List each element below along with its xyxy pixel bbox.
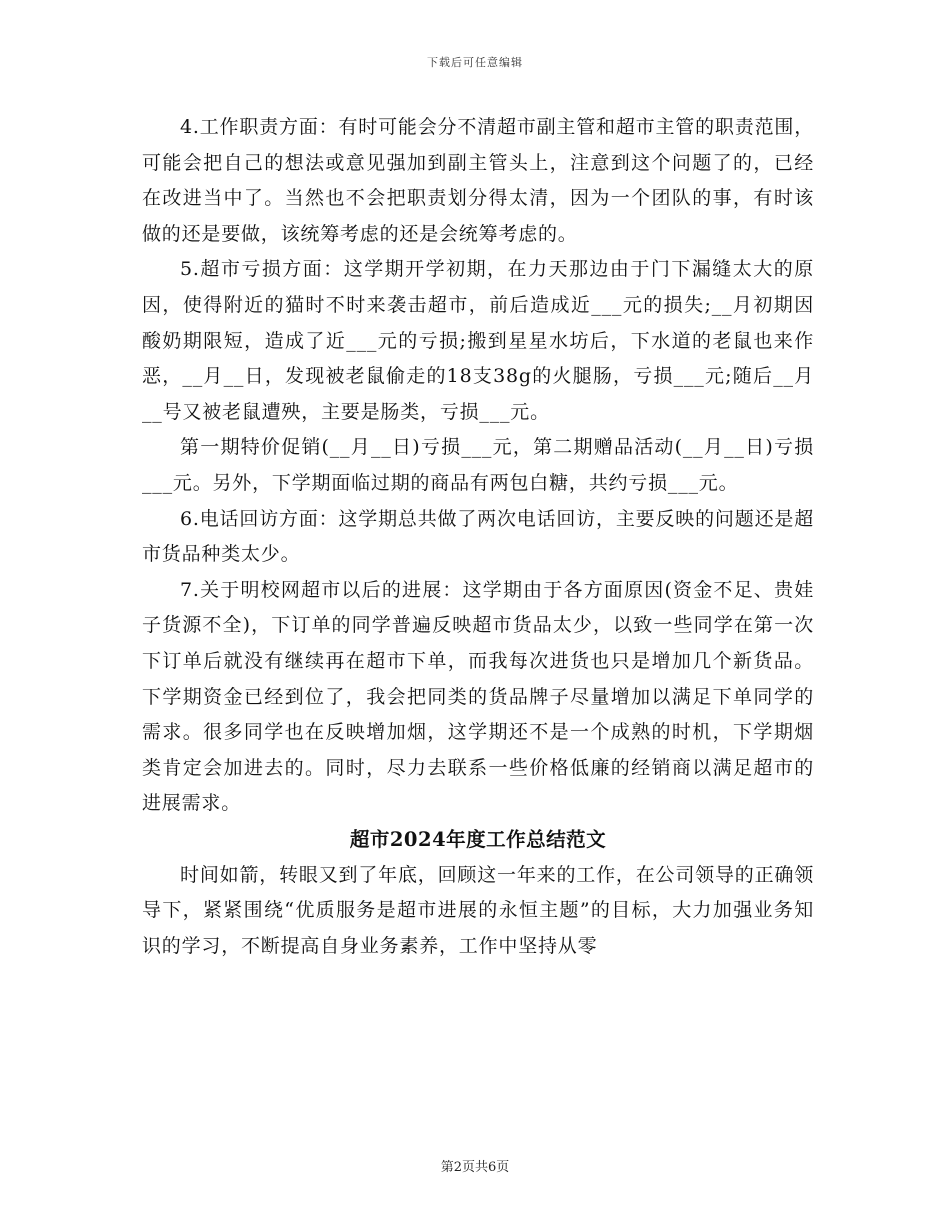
document-body	[142, 110, 814, 965]
paragraph-promotion-losses: 第一期特价促销(__月__日)亏损___元，第二期赠品活动(__月__日)亏损___元。另外，下学期面临过期的商品有两包白糖，共约亏损___元。	[142, 436, 814, 494]
page-header-note: 下载后可任意编辑	[427, 56, 523, 69]
page-number: 第2页共6页	[440, 1160, 510, 1175]
paragraph-annual-summary-intro: 时间如箭，转眼又到了年底，回顾这一年来的工作，在公司领导的正确领导下，紧紧围绕“优质服务是超市进展的永恒主题”的目标，大力加强业务知识的学习，不断提高自身业务素养，工作中坚持从零	[142, 863, 814, 958]
paragraph-future-development: 7.关于明校网超市以后的进展：这学期由于各方面原因(资金不足、贵娃子货源不全)，下订单的同学普遍反映超市货品太少，以致一些同学在第一次下订单后就没有继续再在超市下单，而我每次进货也只是增加几个新货品。下学期资金已经到位了，我会把同类的货品牌子尽量增加以满足下单同学的需求。很多同学也在反映增加烟，这学期还不是一个成熟的时机，下学期烟类肯定会加进去的。同时，尽力去联系一些价格低廉的经销商以满足超市的进展需求。	[142, 578, 814, 815]
paragraph-work-duties: 4.工作职责方面：有时可能会分不清超市副主管和超市主管的职责范围，可能会把自己的想法或意见强加到副主管头上，注意到这个问题了的，已经在改进当中了。当然也不会把职责划分得太清，因为一个团队的事，有时该做的还是要做，该统筹考虑的还是会统筹考虑的。	[142, 116, 814, 245]
paragraph-supermarket-losses: 5.超市亏损方面：这学期开学初期，在力天那边由于门下漏缝太大的原因，使得附近的猫时不时来袭击超市，前后造成近___元的损失;__月初期因酸奶期限短，造成了近___元的亏损;搬到星星水坊后，下水道的老鼠也来作恶，__月__日，发现被老鼠偷走的18支38g的火腿肠，亏损___元;随后__月__号又被老鼠遭殃，主要是肠类，亏损___元。	[142, 258, 814, 423]
paragraph-phone-followup: 6.电话回访方面：这学期总共做了两次电话回访，主要反映的问题还是超市货品种类太少。	[142, 507, 814, 566]
section-title: 超市2024年度工作总结范文	[349, 827, 607, 851]
